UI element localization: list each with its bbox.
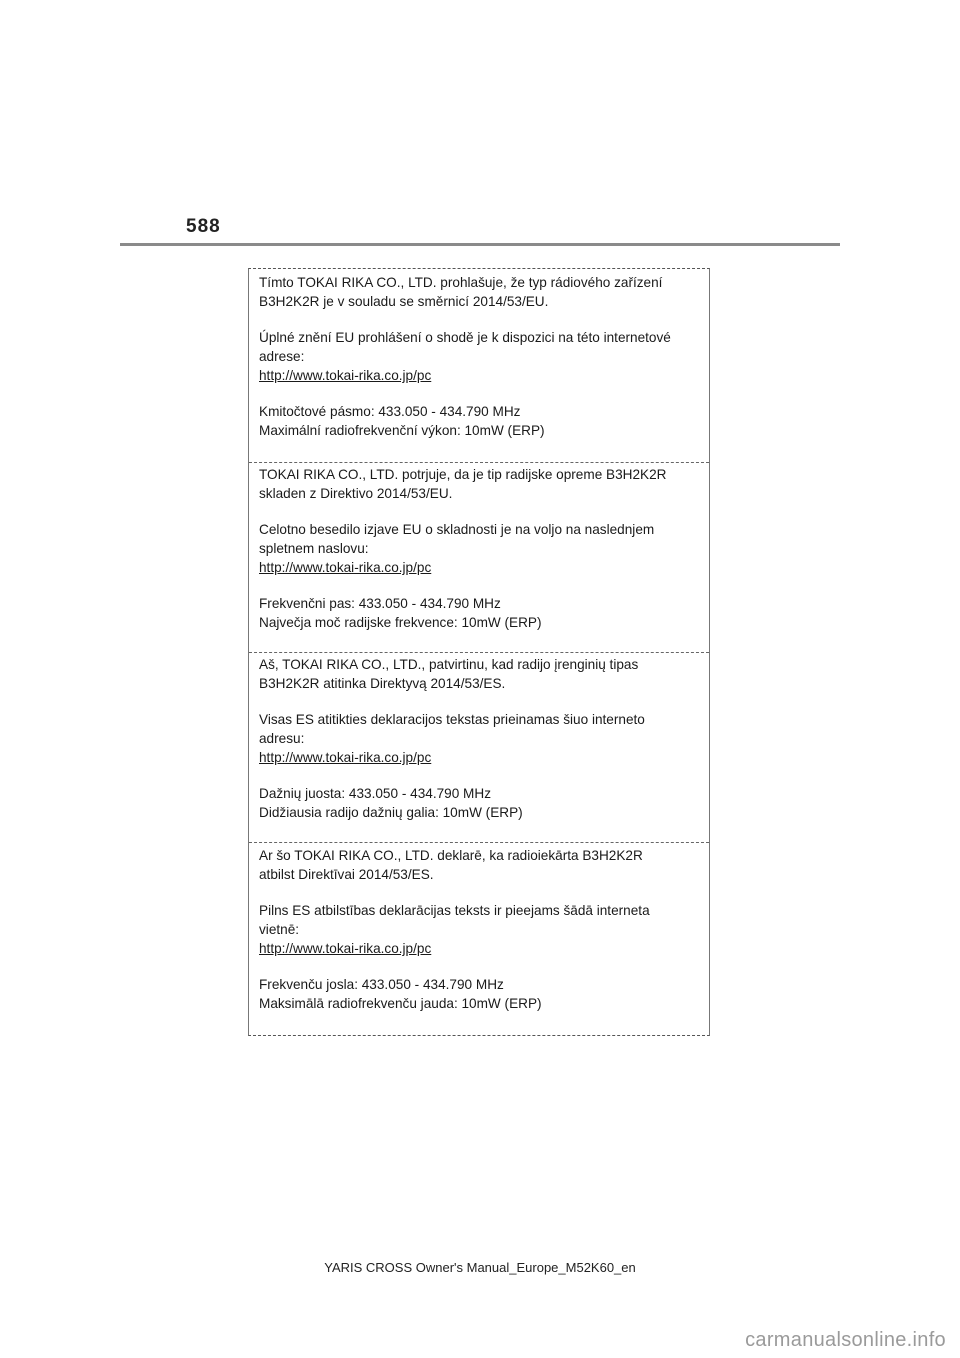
header-rule bbox=[120, 243, 840, 246]
watermark: carmanualsonline.info bbox=[745, 1329, 946, 1351]
frequency-band-line: Frekvenčni pas: 433.050 - 434.790 MHz bbox=[259, 596, 501, 611]
statement-line: TOKAI RIKA CO., LTD. potrjuje, da je tip radijske opreme B3H2K2R bbox=[259, 467, 667, 482]
max-power-line: Didžiausia radijo dažnių galia: 10mW (ERP) bbox=[259, 805, 523, 820]
frequency-band-line: Kmitočtové pásmo: 433.050 - 434.790 MHz bbox=[259, 404, 521, 419]
statement-line: Ar šo TOKAI RIKA CO., LTD. deklarē, ka radioiekārta B3H2K2R bbox=[259, 848, 643, 863]
page-number: 588 bbox=[186, 216, 221, 237]
availability-line: Úplné znění EU prohlášení o shodě je k dispozici na této internetové bbox=[259, 330, 671, 345]
declaration-latvian bbox=[249, 846, 709, 1013]
declaration-url-link[interactable]: http://www.tokai-rika.co.jp/pc bbox=[259, 368, 432, 383]
statement-line: B3H2K2R atitinka Direktyvą 2014/53/ES. bbox=[259, 676, 506, 691]
declaration-lithuanian bbox=[249, 655, 709, 822]
availability-line: adresu: bbox=[259, 731, 305, 746]
statement-line: skladen z Direktivo 2014/53/EU. bbox=[259, 486, 453, 501]
declaration-scan bbox=[248, 268, 710, 1036]
declaration-url-link[interactable]: http://www.tokai-rika.co.jp/pc bbox=[259, 750, 432, 765]
availability-line: vietnē: bbox=[259, 922, 300, 937]
max-power-line: Največja moč radijske frekvence: 10mW (ERP) bbox=[259, 615, 542, 630]
manual-footer: YARIS CROSS Owner's Manual_Europe_M52K60_en bbox=[324, 1260, 636, 1275]
frequency-band-line: Dažnių juosta: 433.050 - 434.790 MHz bbox=[259, 786, 491, 801]
statement-line: atbilst Direktīvai 2014/53/ES. bbox=[259, 867, 434, 882]
statement-line: Tímto TOKAI RIKA CO., LTD. prohlašuje, že typ rádiového zařízení bbox=[259, 275, 663, 290]
availability-line: spletnem naslovu: bbox=[259, 541, 369, 556]
declaration-slovenian bbox=[249, 465, 709, 632]
statement-line: Aš, TOKAI RIKA CO., LTD., patvirtinu, kad radijo įrenginių tipas bbox=[259, 657, 639, 672]
availability-line: adrese: bbox=[259, 349, 305, 364]
statement-line: B3H2K2R je v souladu se směrnicí 2014/53/EU. bbox=[259, 294, 549, 309]
availability-line: Pilns ES atbilstības deklarācijas teksts ir pieejams šādā interneta bbox=[259, 903, 650, 918]
availability-line: Visas ES atitikties deklaracijos tekstas prieinamas šiuo interneto bbox=[259, 712, 645, 727]
section-divider bbox=[249, 462, 709, 463]
declaration-url-link[interactable]: http://www.tokai-rika.co.jp/pc bbox=[259, 560, 432, 575]
declaration-url-link[interactable]: http://www.tokai-rika.co.jp/pc bbox=[259, 941, 432, 956]
availability-line: Celotno besedilo izjave EU o skladnosti je na voljo na naslednjem bbox=[259, 522, 655, 537]
section-divider bbox=[249, 842, 709, 843]
max-power-line: Maksimālā radiofrekvenču jauda: 10mW (ERP) bbox=[259, 996, 542, 1011]
section-divider bbox=[249, 652, 709, 653]
max-power-line: Maximální radiofrekvenční výkon: 10mW (ERP) bbox=[259, 423, 545, 438]
frequency-band-line: Frekvenču josla: 433.050 - 434.790 MHz bbox=[259, 977, 504, 992]
declaration-czech bbox=[249, 273, 709, 440]
